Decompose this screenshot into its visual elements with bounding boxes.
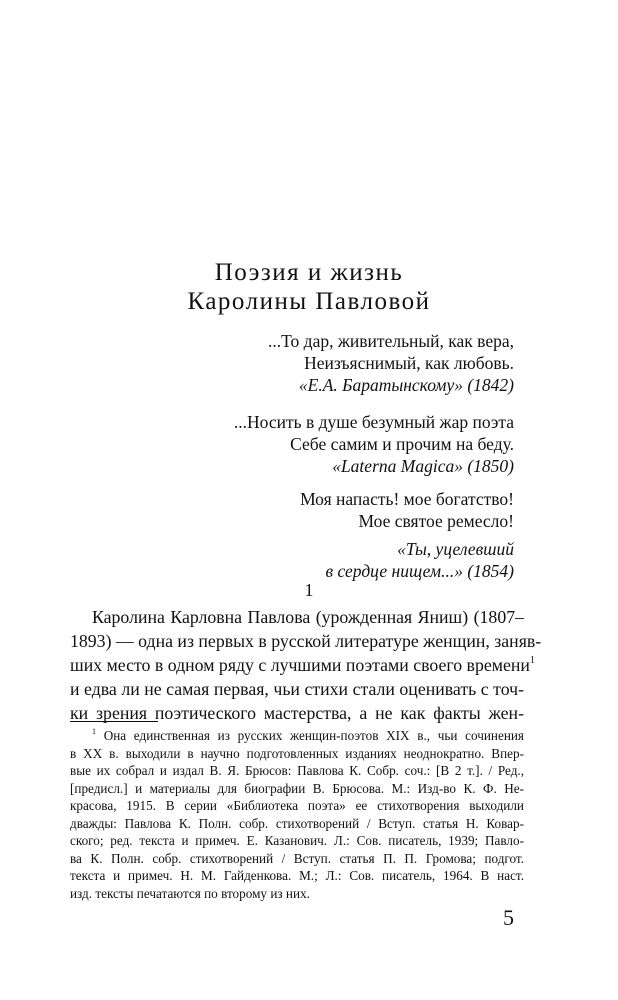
footnote <box>70 727 524 902</box>
epigraph-line: Неизъяснимый, как любовь. <box>304 353 514 373</box>
body-paragraph <box>70 605 542 725</box>
section-number: 1 <box>304 580 314 600</box>
footnote-line: изд. тексты печатаются по второму из них. <box>70 885 310 901</box>
body-line: 1893) — одна из первых в русской литературе женщин, заняв- <box>70 631 542 651</box>
body-line: Каролина Карловна Павлова (урожденная Яниш) (1807– <box>92 607 524 627</box>
epigraph-line: Мое святое ремесло! <box>358 511 514 531</box>
epigraph-3 <box>300 488 514 582</box>
footnote-line: дважды: Павлова К. Полн. собр. стихотворений / Вступ. статья Н. Ковар- <box>70 815 524 831</box>
epigraph-line: Моя напасть! мое богатство! <box>300 489 514 509</box>
footnote-divider <box>70 721 158 722</box>
epigraph-1 <box>268 330 514 396</box>
body-line: и едва ли не самая первая, чьи стихи стали оценивать с точ- <box>70 679 524 699</box>
body-line: ки зрения поэтического мастерства, а не как факты жен- <box>70 703 524 723</box>
epigraph-source: «Е.А. Баратынскому» (1842) <box>298 375 514 395</box>
footnote-line: вые их собрал и издал В. Я. Брюсов: Павлова К. Собр. соч.: [В 2 т.]. / Ред., <box>70 763 524 778</box>
footnote-marker: 1 <box>92 727 96 736</box>
footnote-line: текста и примеч. Н. М. Гайденкова. М.; Л.: Сов. писатель, 1964. В наст. <box>70 868 524 883</box>
epigraph-2 <box>234 411 514 477</box>
epigraph-source: в сердце нищем...» (1854) <box>325 561 514 581</box>
body-line-text: ших место в одном ряду с лучшими поэтами своего времени <box>70 655 530 675</box>
footnote-line: ского; ред. текста и примеч. Е. Казанович. Л.: Сов. писатель, 1939; Павло- <box>70 833 524 848</box>
chapter-title-line-2: Каролины Павловой <box>187 288 431 315</box>
epigraph-line: ...То дар, живительный, как вера, <box>268 331 514 351</box>
chapter-title-line-1: Поэзия и жизнь <box>214 259 404 286</box>
footnote-line: в XX в. выходили в научно подготовленных изданиях неоднократно. Впер- <box>70 745 524 761</box>
epigraph-source: «Laterna Magica» (1850) <box>332 456 514 476</box>
footnote-line: [предисл.] и материалы для биографии В. Брюсова. М.: Изд-во К. Ф. Не- <box>70 780 524 796</box>
footnote-ref: 1 <box>529 655 535 666</box>
footnote-line: красова, 1915. В серии «Библиотека поэта» ее стихотворения выходили <box>70 798 524 813</box>
footnote-line: ва К. Полн. собр. стихотворений / Вступ. статья П. П. Громова; подгот. <box>70 850 524 866</box>
footnote-line <box>70 727 524 745</box>
epigraph-source: «Ты, уцелевший <box>397 539 514 559</box>
body-line <box>70 653 535 677</box>
footnote-line-text: Она единственная из русских женщин-поэтов XIX в., чьи сочинения <box>103 728 524 743</box>
epigraph-line: Себе самим и прочим на беду. <box>290 434 514 454</box>
epigraph-line: ...Носить в душе безумный жар поэта <box>233 412 514 432</box>
page-number: 5 <box>503 905 514 930</box>
